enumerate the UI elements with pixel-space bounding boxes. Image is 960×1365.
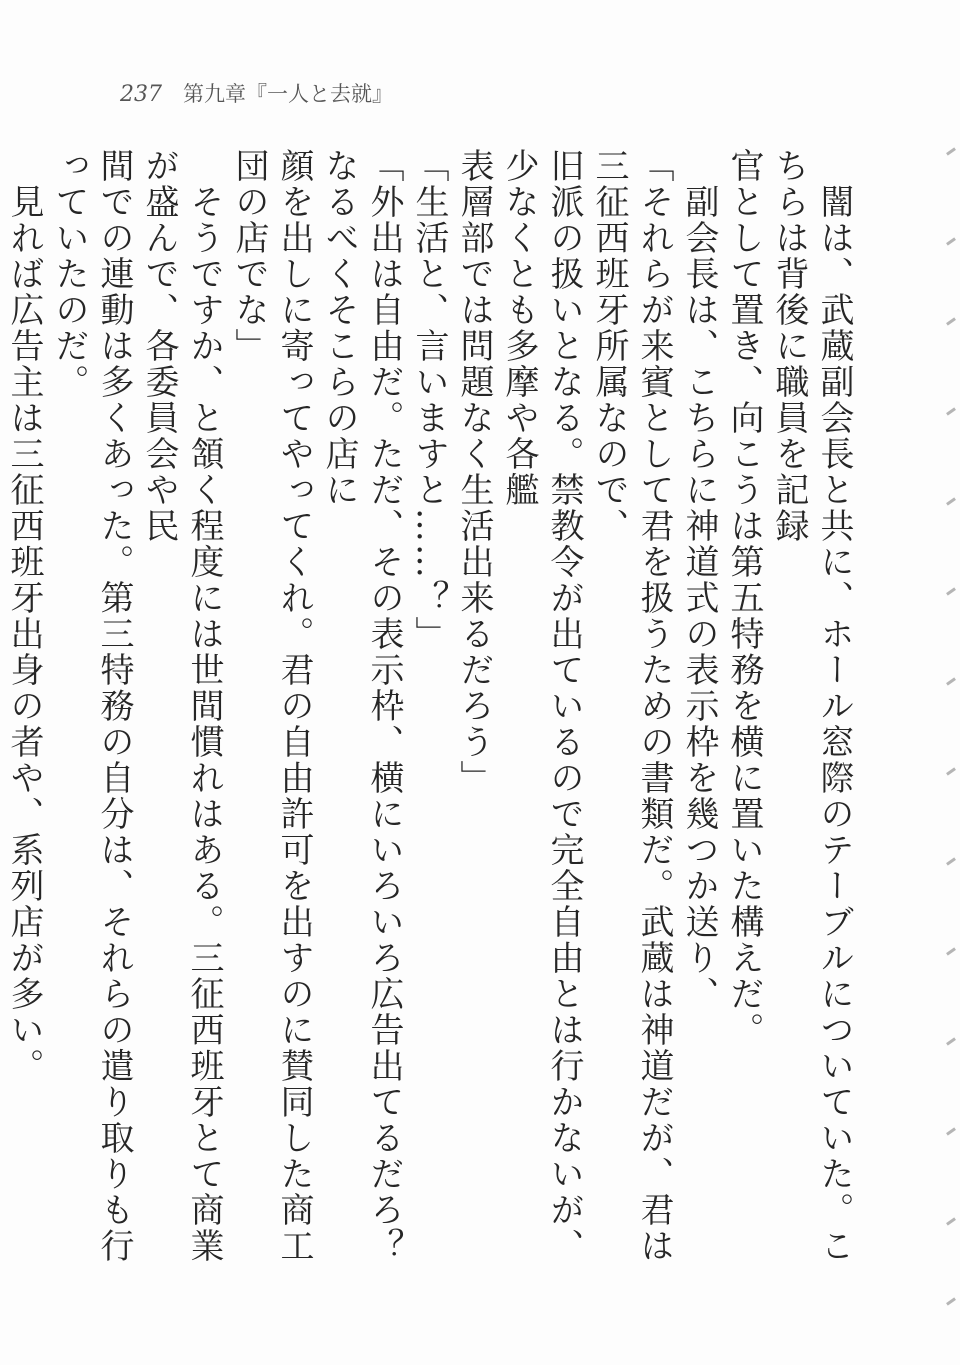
running-header (120, 78, 393, 108)
text-line: 旧派の扱いとなる。禁教令が出ているので完全自由とは行かないが、少なくとも多摩や各艦 (499, 148, 584, 1264)
edge-mark (946, 497, 956, 505)
text-line: 副会長は、こちらに神道式の表示枠を幾つか送り、 (679, 148, 719, 1012)
text-line: 顔を出しに寄ってやってくれ。君の自由許可を出すのに賛同した商工団の店でな」 (229, 148, 314, 1264)
edge-mark (946, 857, 956, 865)
edge-mark (946, 677, 956, 685)
text-line: 表層部では問題なく生活出来るだろう」 (454, 148, 494, 796)
page-edge-marks (940, 0, 960, 1365)
chapter-title: 第九章『一人と去就』 (183, 82, 393, 106)
edge-mark (946, 587, 956, 595)
edge-mark (946, 1127, 956, 1135)
edge-mark (946, 1037, 956, 1045)
page-number: 237 (120, 82, 162, 107)
edge-mark (946, 237, 956, 245)
text-line: 官として置き、向こうは第五特務を横に置いた構えだ。 (724, 148, 764, 1048)
text-line: 「外出は自由だ。ただ、その表示枠、横にいろいろ広告出てるだろ？ なるべくそこらの店に (319, 148, 404, 1300)
edge-mark (946, 317, 956, 325)
edge-mark (946, 767, 956, 775)
text-line: 間での連動は多くあった。第三特務の自分は、それらの遣り取りも行っていたのだ。 (49, 148, 134, 1264)
edge-mark (946, 1297, 956, 1305)
text-line: 「それらが来賓として君を扱うための書類だ。武蔵は神道だが、君は三征西班牙所属なので、 (589, 148, 674, 1264)
vertical-body-text (0, 148, 856, 1300)
text-line: そうですか、と頷く程度には世間慣れはある。三征西班牙とて商業が盛んで、各委員会や民 (139, 148, 224, 1264)
text-line: 「生活と、言いますと……？」 (409, 148, 449, 652)
text-line: 闇は、武蔵副会長と共に、ホール窓際のテーブルについていた。こちらは背後に職員を記録 (769, 148, 854, 1264)
edge-mark (946, 147, 956, 155)
edge-mark (946, 947, 956, 955)
edge-mark (946, 1217, 956, 1225)
edge-mark (946, 407, 956, 415)
text-line: 見れば広告主は三征西班牙出身の者や、系列店が多い。 (4, 148, 44, 1084)
